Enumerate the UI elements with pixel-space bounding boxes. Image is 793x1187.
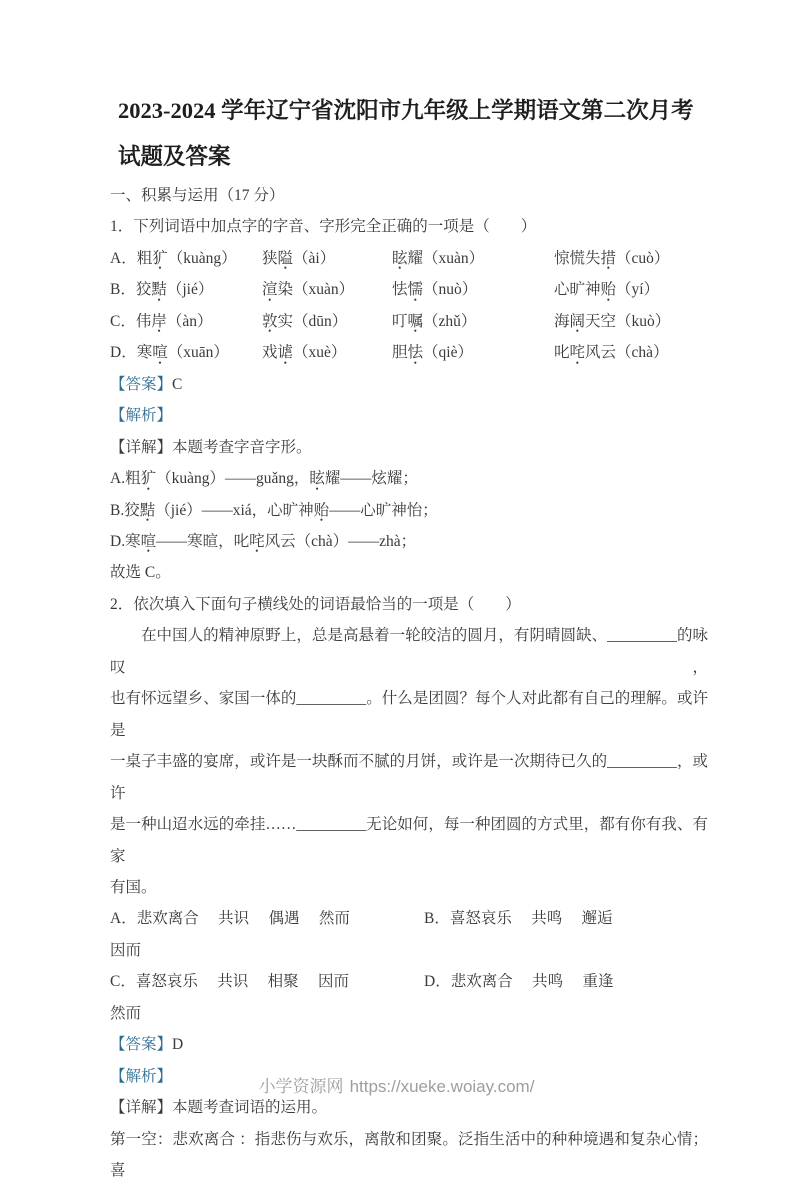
q2-passage	[110, 620, 708, 903]
q1-option-cell: 怯懦（nuò）	[392, 281, 478, 299]
q1-stem: 1．下列词语中加点字的字音、字形完全正确的一项是（ ）	[110, 218, 537, 236]
q2-stem: 2．依次填入下面句子横线处的词语最恰当的一项是（ ）	[110, 595, 521, 613]
q2-option-d: D．悲欢离合 共鸣 重逢	[424, 973, 614, 991]
footer-url[interactable]: https://xueke.woiay.com/	[349, 1077, 535, 1096]
q2-option-a: A．悲欢离合 共识 偶遇 然而	[110, 910, 350, 928]
q1-option-cell: 海阔天空（kuò）	[554, 312, 671, 330]
q1-option-cell: B．狡黠（jié）	[110, 281, 214, 299]
q1-option-cell: C．伟岸（àn）	[110, 312, 213, 330]
q2-option-row-cd	[110, 966, 708, 997]
q2-explanation: 第一空：悲欢离合 ：指悲伤与欢乐，离散和团聚。泛指生活中的种种境遇和复杂心情；喜	[110, 1130, 708, 1180]
answer-label: 【答案】	[110, 1036, 173, 1054]
passage-line: 也有怀远望乡、家国一体的_________。什么是团圆？每个人对此都有自己的理解。或许是	[110, 690, 708, 739]
q1-explanation-d: D.寒喧——寒暄，叱咤风云（chà）——zhà；	[110, 532, 417, 550]
q2-option-b-wrap: 因而	[110, 941, 142, 959]
q1-explanation-a: A.粗犷（kuàng）——guǎng，眩耀——炫耀；	[110, 470, 418, 488]
q1-analysis-label: 【解析】	[110, 407, 173, 425]
q2-answer-line	[110, 1029, 708, 1060]
q1-options-table	[110, 243, 708, 369]
q2-detail: 【详解】本题考查词语的运用。	[110, 1099, 328, 1117]
q1-option-cell: 眩耀（xuàn）	[392, 249, 485, 267]
q2-option-d-wrap: 然而	[110, 1004, 142, 1022]
q1-detail: 【详解】本题考查字音字形。	[110, 438, 312, 456]
q2-option-row-ab	[110, 903, 708, 934]
title-line-1: 2023-2024 学年辽宁省沈阳市九年级上学期语文第二次月考	[118, 98, 694, 123]
q1-option-cell: 叱咤风云（chà）	[554, 344, 669, 362]
q1-option-cell: 渲染（xuàn）	[262, 281, 355, 299]
q2-analysis-label: 【解析】	[110, 1067, 173, 1085]
footer-site-name: 小学资源网	[258, 1077, 344, 1096]
q1-option-cell: D．寒喧（xuān）	[110, 344, 229, 362]
q1-answer-line	[110, 369, 708, 400]
q1-option-cell: 戏谑（xuè）	[262, 344, 347, 362]
q1-option-cell: 心旷神贻（yí）	[554, 281, 660, 299]
q1-option-cell: 狭隘（ài）	[262, 249, 336, 267]
q1-option-cell: 叮嘱（zhǔ）	[392, 312, 477, 330]
answer-label: 【答案】	[110, 375, 173, 393]
passage-line: 有国。	[110, 878, 157, 896]
q1-conclusion: 故选 C。	[110, 564, 171, 582]
q2-option-b: B．喜怒哀乐 共鸣 邂逅	[424, 910, 613, 928]
document-title	[118, 88, 708, 180]
passage-line: 一桌子丰盛的宴席，或许是一块酥而不腻的月饼，或许是一次期待已久的_________，或许	[110, 753, 708, 802]
q1-option-cell: 惊慌失措（cuò）	[554, 249, 670, 267]
title-line-2: 试题及答案	[118, 144, 231, 169]
passage-line: 在中国人的精神原野上，总是高悬着一轮皎洁的圆月，有阴晴圆缺、_________的咏叹，	[110, 627, 708, 676]
q1-option-cell: 胆怯（qiè）	[392, 344, 473, 362]
q1-option-cell: A．粗犷（kuàng）	[110, 249, 237, 267]
q2-option-c: C．喜怒哀乐 共识 相聚 因而	[110, 973, 349, 991]
passage-line: 是一种山迢水远的牵挂……_________无论如何，每一种团圆的方式里，都有你有我、有家	[110, 816, 708, 865]
q1-answer-value: C	[172, 375, 183, 393]
page-footer	[0, 1072, 793, 1097]
q2-answer-value: D	[172, 1036, 184, 1054]
q1-option-cell: 敦实（dūn）	[262, 312, 348, 330]
section-heading: 一、积累与运用（17 分）	[110, 187, 285, 204]
q1-explanation-b: B.狡黠（jié）——xiá，心旷神贻——心旷神怡；	[110, 501, 438, 519]
